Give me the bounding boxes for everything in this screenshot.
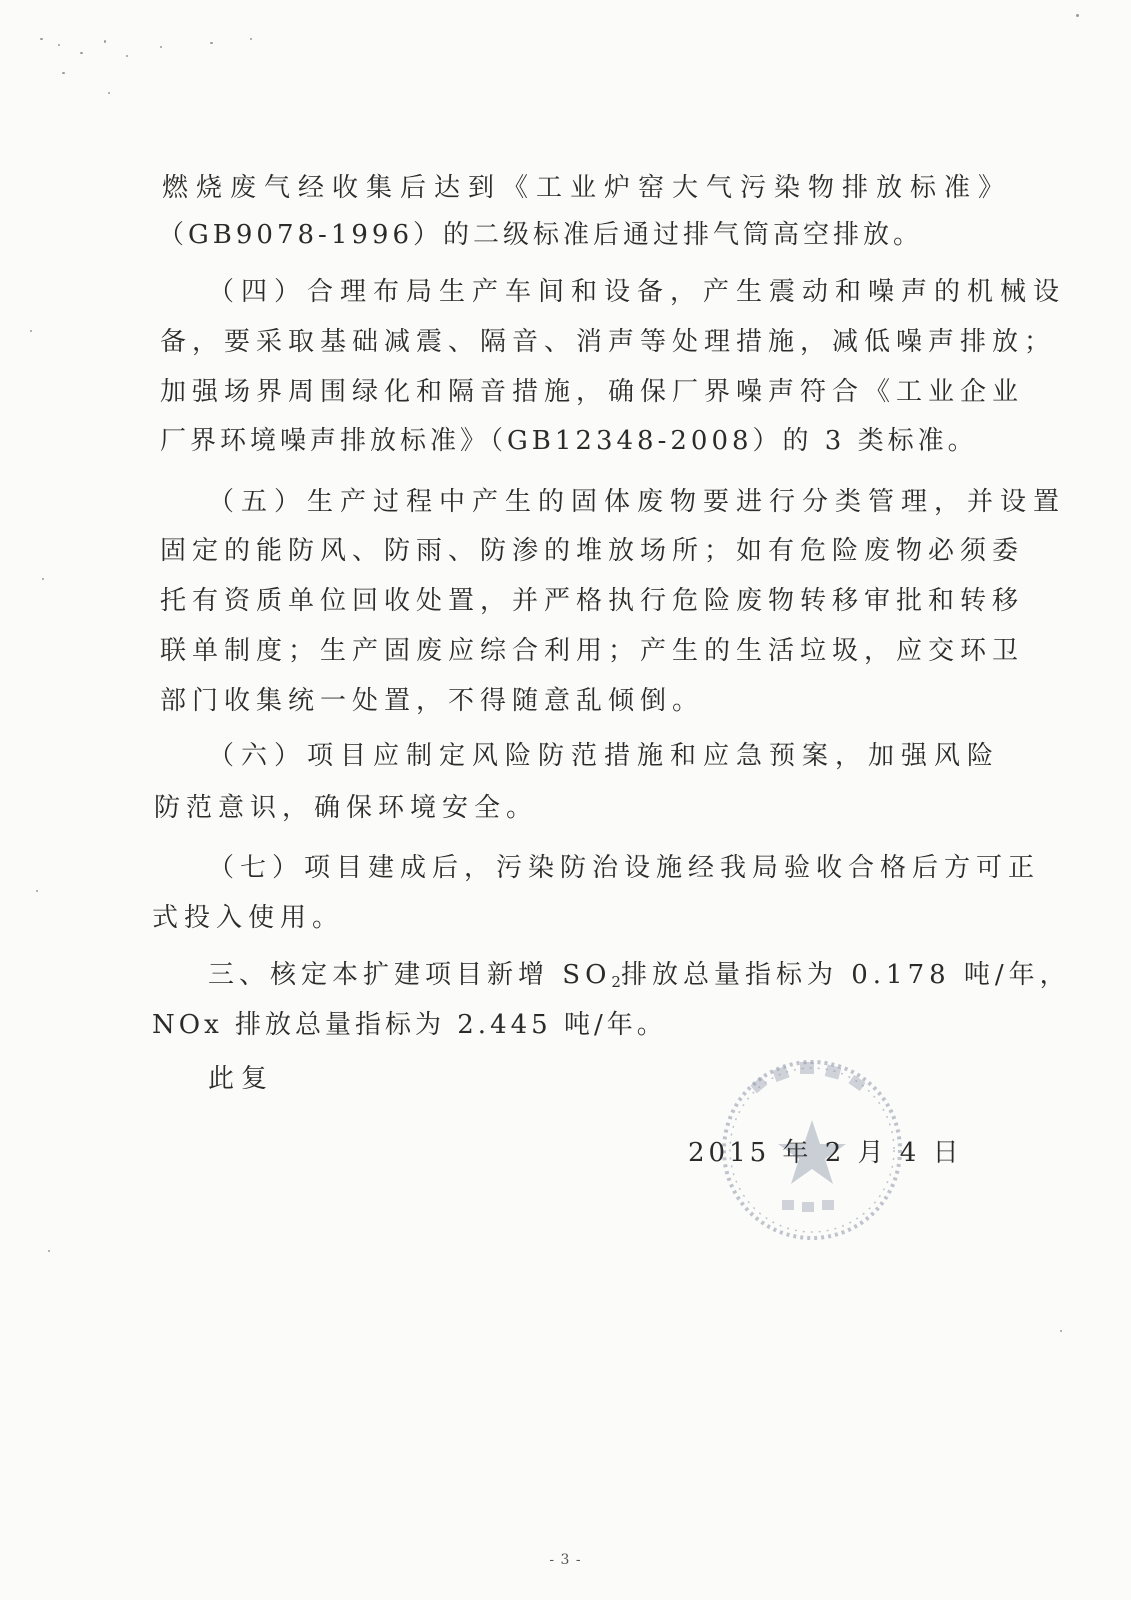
closing-text: 此复 — [208, 1064, 275, 1094]
text-line: （五）生产过程中产生的固体废物要进行分类管理，并设置 — [208, 487, 1067, 517]
text-line: （六）项目应制定风险防范措施和应急预案，加强风险 — [208, 741, 1001, 771]
so2-subscript: 2 — [611, 973, 621, 991]
quota-line — [208, 958, 1071, 999]
text-line: （七）项目建成后，污染防治设施经我局验收合格后方可正 — [208, 853, 1041, 883]
text-line: 燃烧废气经收集后达到《工业炉窑大气污染物排放标准》 — [162, 173, 1013, 203]
text-line: 联单制度；生产固废应综合利用；产生的生活垃圾，应交环卫 — [160, 636, 1025, 666]
text-line: （四）合理布局生产车间和设备，产生震动和噪声的机械设 — [208, 277, 1067, 307]
text-line: 厂界环境噪声排放标准》（GB12348-2008）的 3 类标准。 — [160, 426, 978, 456]
text-line: 部门收集统一处置，不得随意乱倾倒。 — [160, 686, 705, 716]
text-line: 式投入使用。 — [152, 903, 345, 933]
text-line: 防范意识，确保环境安全。 — [154, 793, 539, 823]
quota-text-after: 排放总量指标为 0.178 吨/年， — [620, 960, 1071, 990]
text-line: 备，要采取基础减震、隔音、消声等处理措施，减低噪声排放； — [160, 327, 1057, 357]
text-line: 加强场界周围绿化和隔音措施，确保厂界噪声符合《工业企业 — [160, 377, 1025, 407]
quota-text-before: 三、核定本扩建项目新增 SO — [208, 960, 612, 990]
text-line: （GB9078-1996）的二级标准后通过排气筒高空排放。 — [158, 220, 923, 250]
document-date: 2015 年 2 月 4 日 — [688, 1138, 963, 1168]
page-number: - 3 - — [549, 1552, 582, 1568]
quota-line-2: NOx 排放总量指标为 2.445 吨/年。 — [152, 1010, 667, 1040]
text-line: 固定的能防风、防雨、防渗的堆放场所；如有危险废物必须委 — [160, 536, 1025, 566]
text-line: 托有资质单位回收处置，并严格执行危险废物转移审批和转移 — [160, 586, 1025, 616]
